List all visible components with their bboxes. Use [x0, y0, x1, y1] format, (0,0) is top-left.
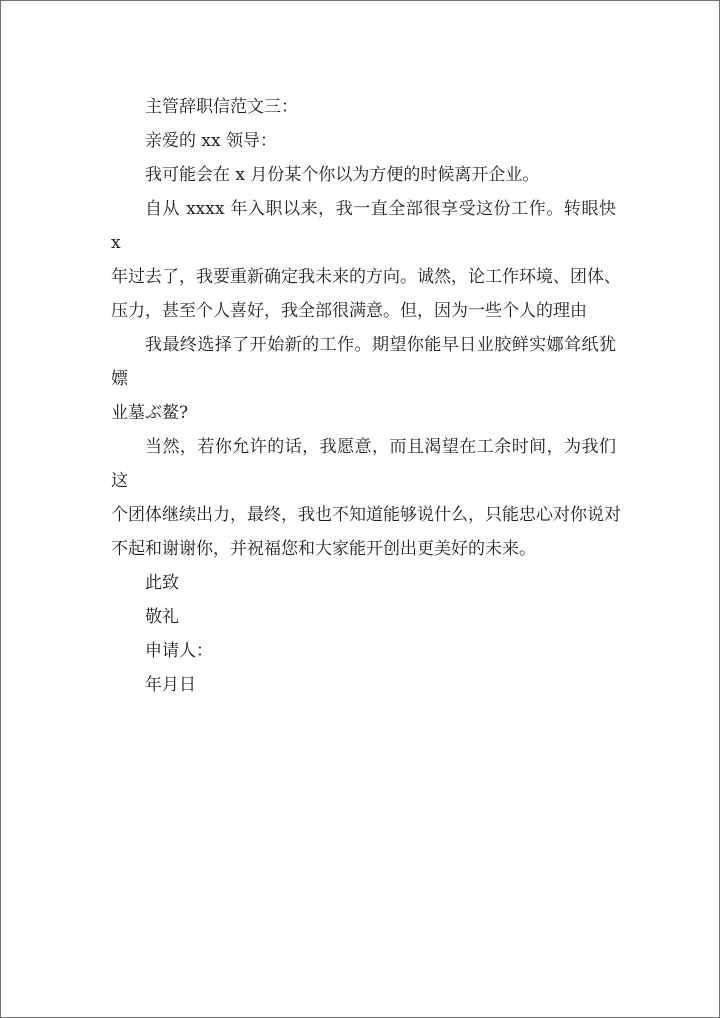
closing-line-1: 此致 — [145, 573, 179, 593]
paragraph-1: 我可能会在 x 月份某个你以为方便的时候离开企业。 — [145, 165, 540, 185]
date-label: 年月日 — [145, 675, 196, 695]
paragraph-4-line-2: 个团体继续出力，最终，我也不知道能够说什么，只能忠心对你说对 — [111, 505, 621, 525]
salutation: 亲爱的 xx 领导： — [145, 131, 277, 151]
paragraph-4-line-1: 当然，若你允许的话，我愿意，而且渴望在工余时间，为我们这 — [111, 437, 616, 491]
paragraph-2-line-2: 年过去了，我要重新确定我未来的方向。诚然，论工作环境、团体、 — [111, 267, 621, 287]
paragraph-3-line-2: 业墓ぶ鳌? — [111, 403, 189, 423]
letter-body — [111, 90, 621, 702]
applicant-label: 申请人： — [145, 641, 213, 661]
paragraph-4-line-3: 不起和谢谢你，并祝福您和大家能开创出更美好的未来。 — [111, 539, 536, 559]
paragraph-2-line-1: 自从 xxxx 年入职以来，我一直全部很享受这份工作。转眼快 x — [111, 199, 616, 253]
paragraph-2-line-3: 压力，甚至个人喜好，我全部很满意。但，因为一些个人的理由 — [111, 301, 587, 321]
paragraph-3-line-1: 我最终选择了开始新的工作。期望你能早日业胶鲜实娜耸纸犹嫖 — [111, 335, 616, 389]
letter-heading: 主管辞职信范文三： — [145, 97, 298, 117]
closing-line-2: 敬礼 — [145, 607, 179, 627]
